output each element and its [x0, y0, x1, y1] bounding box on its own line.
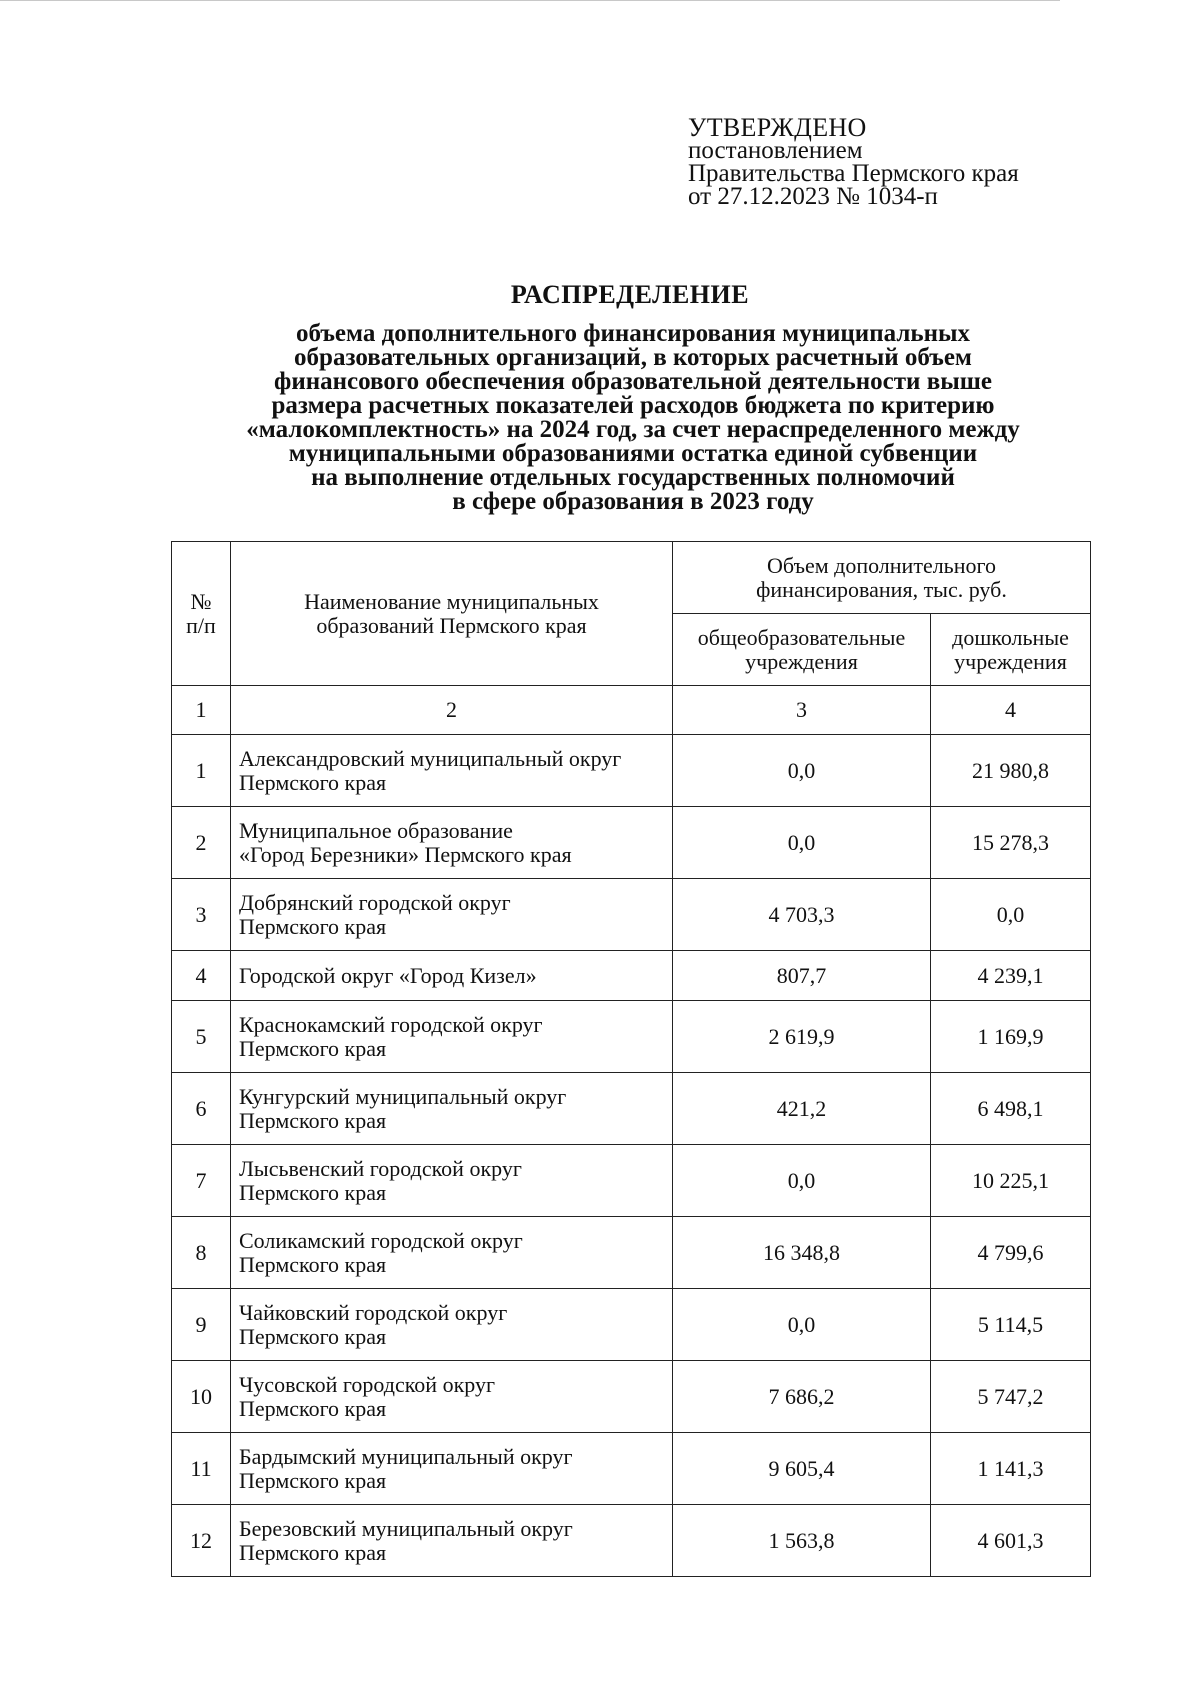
table-row — [172, 879, 1091, 951]
subtitle-line: объема дополнительного финансирования муниципальных — [295, 320, 971, 347]
row-number: 6 — [172, 1073, 231, 1145]
subtitle-line: финансового обеспечения образовательной деятельности выше — [274, 368, 992, 395]
municipality-name — [231, 1505, 673, 1577]
row-number: 9 — [172, 1289, 231, 1361]
header-text: образований Пермского края — [316, 612, 587, 638]
school-funding-value: 7 686,2 — [673, 1361, 931, 1433]
municipality-name-line: Пермского края — [239, 769, 387, 795]
row-number: 11 — [172, 1433, 231, 1505]
municipality-name-line: Пермского края — [239, 1467, 387, 1493]
municipality-name-line: Пермского края — [239, 913, 387, 939]
header-text: учреждения — [745, 648, 858, 674]
school-funding-value: 2 619,9 — [673, 1001, 931, 1073]
municipality-name-line: Пермского края — [239, 1539, 387, 1565]
school-funding-value: 421,2 — [673, 1073, 931, 1145]
scan-top-border — [0, 0, 1060, 1]
header-text: финансирования, тыс. руб. — [756, 576, 1007, 602]
table-row — [172, 951, 1091, 1001]
municipality-name — [231, 735, 673, 807]
municipality-name-line: Чусовской городской округ — [239, 1371, 495, 1397]
header-volume — [673, 542, 1091, 614]
school-funding-value: 9 605,4 — [673, 1433, 931, 1505]
column-number: 2 — [231, 686, 673, 735]
subtitle-line: в сфере образования в 2023 году — [452, 488, 814, 515]
column-number: 3 — [673, 686, 931, 735]
subtitle-line: на выполнение отдельных государственных полномочий — [311, 464, 955, 491]
municipality-name-line: Александровский муниципальный округ — [239, 745, 622, 771]
approval-line: от 27.12.2023 № 1034-п — [688, 183, 938, 210]
header-text: учреждения — [954, 648, 1067, 674]
municipality-name-line: Соликамский городской округ — [239, 1227, 523, 1253]
municipality-name-line: Лысьвенский городской округ — [239, 1155, 522, 1181]
school-funding-value: 0,0 — [673, 1145, 931, 1217]
municipality-name — [231, 1073, 673, 1145]
table-row — [172, 1145, 1091, 1217]
subtitle-line: образовательных организаций, в которых расчетный объем — [294, 344, 972, 371]
preschool-funding-value: 4 601,3 — [931, 1505, 1091, 1577]
table-row — [172, 807, 1091, 879]
school-funding-value: 807,7 — [673, 951, 931, 1001]
municipality-name-line: Краснокамский городской округ — [239, 1011, 543, 1037]
municipality-name-line: Березовский муниципальный округ — [239, 1515, 573, 1541]
header-number — [172, 542, 231, 686]
municipality-name — [231, 1001, 673, 1073]
school-funding-value: 4 703,3 — [673, 879, 931, 951]
document-subtitle — [150, 322, 1116, 514]
distribution-table — [171, 541, 1091, 1577]
row-number: 7 — [172, 1145, 231, 1217]
header-municipality — [231, 542, 673, 686]
municipality-name — [231, 1217, 673, 1289]
municipality-name-line: Пермского края — [239, 1395, 387, 1421]
subtitle-line: размера расчетных показателей расходов бюджета по критерию — [271, 392, 995, 419]
municipality-name — [231, 951, 673, 1001]
approval-stamp — [688, 113, 1019, 210]
row-number: 1 — [172, 735, 231, 807]
municipality-name — [231, 1145, 673, 1217]
preschool-funding-value: 0,0 — [931, 879, 1091, 951]
municipality-name-line: Кунгурский муниципальный округ — [239, 1083, 567, 1109]
municipality-name-line: Муниципальное образование — [239, 817, 513, 843]
municipality-name-line: Городской округ «Город Кизел» — [239, 962, 537, 988]
municipality-name-line: Пермского края — [239, 1251, 387, 1277]
school-funding-value: 0,0 — [673, 1289, 931, 1361]
document-title: РАСПРЕДЕЛЕНИЕ — [510, 280, 750, 309]
preschool-funding-value: 21 980,8 — [931, 735, 1091, 807]
municipality-name-line: Пермского края — [239, 1035, 387, 1061]
municipality-name-line: Пермского края — [239, 1179, 387, 1205]
column-number: 4 — [931, 686, 1091, 735]
table-row — [172, 1505, 1091, 1577]
column-number-row — [172, 686, 1091, 735]
header-text: общеобразовательные — [697, 624, 906, 650]
preschool-funding-value: 1 141,3 — [931, 1433, 1091, 1505]
school-funding-value: 16 348,8 — [673, 1217, 931, 1289]
header-text: дошкольные — [952, 624, 1069, 650]
municipality-name — [231, 807, 673, 879]
table-row — [172, 1001, 1091, 1073]
preschool-funding-value: 5 747,2 — [931, 1361, 1091, 1433]
approval-line: постановлением — [688, 137, 863, 164]
row-number: 12 — [172, 1505, 231, 1577]
preschool-funding-value: 4 239,1 — [931, 951, 1091, 1001]
municipality-name — [231, 879, 673, 951]
table-row — [172, 735, 1091, 807]
approval-heading: УТВЕРЖДЕНО — [688, 113, 867, 142]
header-text: Наименование муниципальных — [304, 588, 599, 614]
subtitle-line: «малокомплектность» на 2024 год, за счет нераспределенного между — [246, 416, 1020, 443]
school-funding-value: 0,0 — [673, 735, 931, 807]
preschool-funding-value: 10 225,1 — [931, 1145, 1091, 1217]
preschool-funding-value: 4 799,6 — [931, 1217, 1091, 1289]
row-number: 4 — [172, 951, 231, 1001]
subtitle-line: муниципальными образованиями остатка единой субвенции — [288, 440, 978, 467]
table-row — [172, 1433, 1091, 1505]
header-text: Объем дополнительного — [767, 552, 996, 578]
preschool-funding-value: 1 169,9 — [931, 1001, 1091, 1073]
municipality-name — [231, 1361, 673, 1433]
column-number: 1 — [172, 686, 231, 735]
table-row — [172, 1361, 1091, 1433]
municipality-name-line: Пермского края — [239, 1107, 387, 1133]
header-text: № — [190, 588, 212, 614]
preschool-funding-value: 5 114,5 — [931, 1289, 1091, 1361]
table-row — [172, 1073, 1091, 1145]
municipality-name-line: Добрянский городской округ — [239, 889, 511, 915]
preschool-funding-value: 15 278,3 — [931, 807, 1091, 879]
municipality-name-line: Чайковский городской округ — [239, 1299, 508, 1325]
municipality-name-line: Пермского края — [239, 1323, 387, 1349]
municipality-name — [231, 1433, 673, 1505]
approval-line: Правительства Пермского края — [688, 160, 1019, 187]
row-number: 5 — [172, 1001, 231, 1073]
school-funding-value: 1 563,8 — [673, 1505, 931, 1577]
municipality-name-line: «Город Березники» Пермского края — [239, 841, 572, 867]
preschool-funding-value: 6 498,1 — [931, 1073, 1091, 1145]
header-schools — [673, 614, 931, 686]
municipality-name-line: Бардымский муниципальный округ — [239, 1443, 573, 1469]
row-number: 10 — [172, 1361, 231, 1433]
municipality-name — [231, 1289, 673, 1361]
row-number: 2 — [172, 807, 231, 879]
school-funding-value: 0,0 — [673, 807, 931, 879]
row-number: 3 — [172, 879, 231, 951]
row-number: 8 — [172, 1217, 231, 1289]
header-preschools — [931, 614, 1091, 686]
header-text: п/п — [186, 612, 216, 638]
table-header-row — [172, 542, 1091, 614]
table-row — [172, 1289, 1091, 1361]
table-row — [172, 1217, 1091, 1289]
